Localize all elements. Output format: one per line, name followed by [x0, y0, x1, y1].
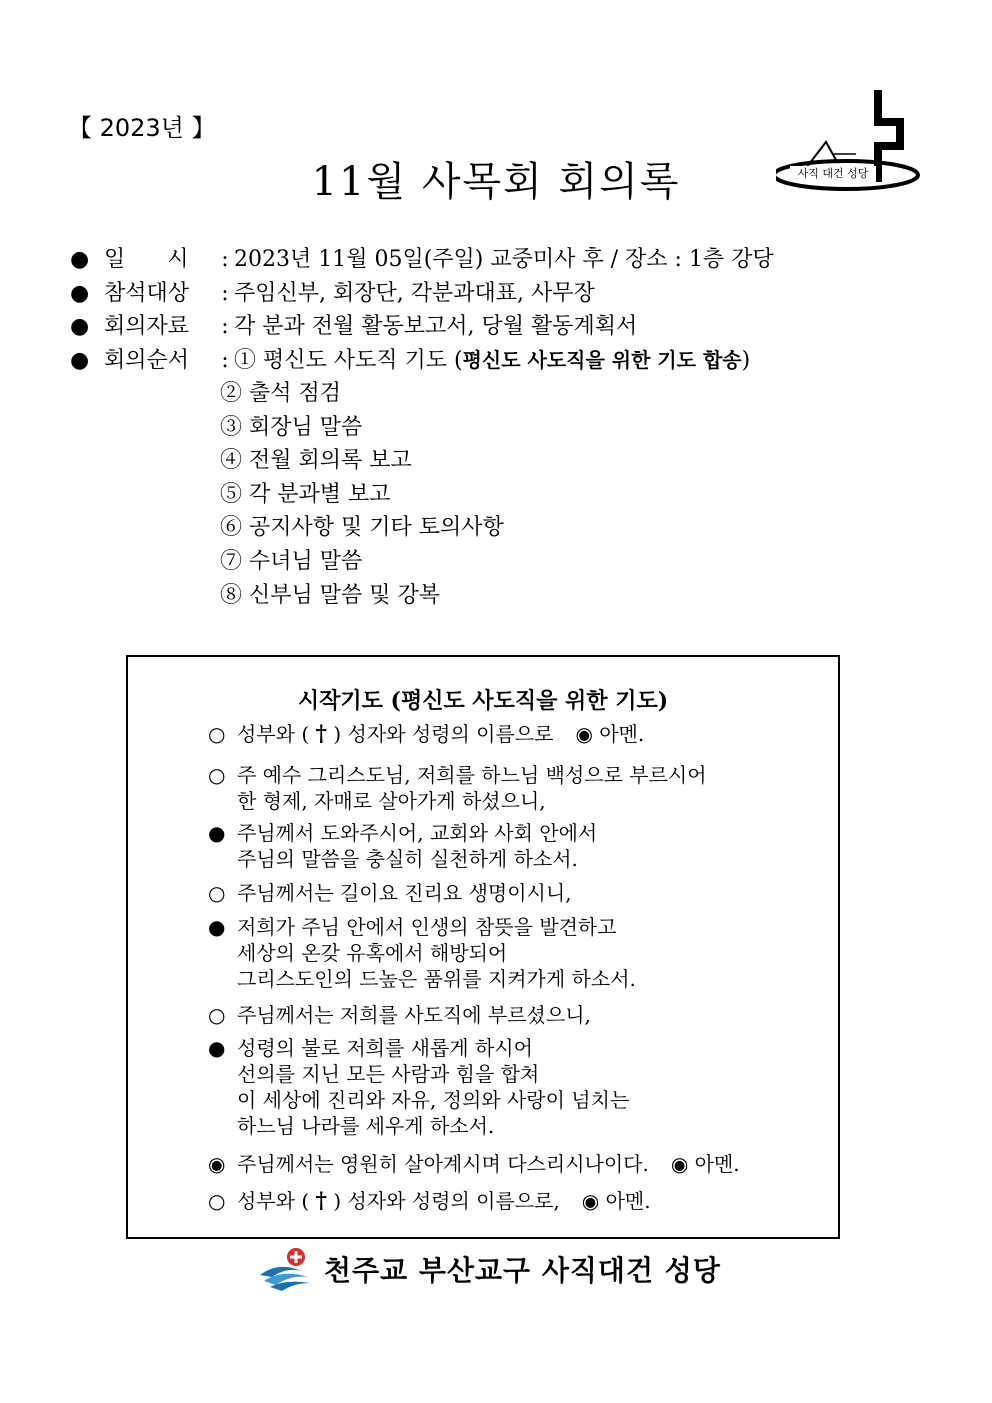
prayer-line: ● 저희가 주님 안에서 인생의 참뜻을 발견하고 [208, 915, 617, 939]
response-text: 아멘. [605, 1189, 651, 1213]
info-row-datetime [70, 243, 774, 277]
agenda-bold: 평신도 사도직을 위한 기도 합송 [462, 347, 742, 372]
prayer-line: ○ 주님께서는 길이요 진리요 생명이시니, [208, 881, 572, 905]
sign-of-cross-start: ○ 성부와 ( † ) 성자와 성령의 이름으로 ◉ 아멘. [208, 721, 645, 747]
page-title: 11월 사목회 회의록 [311, 159, 681, 205]
bullet-icon: ● [70, 347, 90, 373]
agenda-step: ⑤ 각 분과별 보고 [220, 481, 391, 507]
info-label: 회의자료 [104, 314, 190, 339]
response-text: 아멘. [694, 1152, 740, 1176]
prayer-line: ● 주님께서 도와주시어, 교회와 사회 안에서 [208, 821, 598, 845]
prayer-text [208, 721, 740, 1214]
prayer-line: 이 세상에 진리와 자유, 정의와 사랑이 넘치는 [237, 1088, 630, 1112]
prayer-line: 세상의 온갖 유혹에서 해방되어 [237, 941, 508, 965]
prayer-line: ○ 주님께서는 저희를 사도직에 부르셨으니, [208, 1003, 591, 1027]
info-value: ① 평신도 사도직 기도 (평신도 사도직을 위한 기도 합송) [234, 347, 751, 373]
footer [258, 1245, 721, 1293]
diocese-emblem-icon [258, 1245, 312, 1293]
logo-text: 사직 대건 성당 [797, 167, 869, 180]
circle-icon: ○ [208, 722, 226, 746]
response-icon: ◉ [581, 1189, 600, 1213]
response-icon: ◉ [575, 722, 593, 746]
prayer-line: 그리스도인의 드높은 품위를 지켜가게 하소서. [237, 967, 636, 991]
info-label: 참석대상 [104, 280, 190, 306]
footer-parish-name: 천주교 부산교구 사직대건 성당 [324, 1254, 721, 1287]
agenda-step: ② 출석 점검 [220, 381, 341, 406]
circle-icon: ○ [208, 1189, 226, 1213]
info-row-materials [70, 310, 774, 344]
sign-of-cross-end: ○ 성부와 ( † ) 성자와 성령의 이름으로, ◉ 아멘. [208, 1188, 651, 1214]
bullet-icon: ● [70, 314, 90, 339]
document-year: 【 2023년 】 [68, 114, 216, 142]
info-row-attendees [70, 277, 774, 311]
agenda-step: ⑧ 신부님 말씀 및 강복 [220, 582, 440, 608]
response-icon: ◉ [670, 1152, 689, 1176]
prayer-line: 하느님 나라를 세우게 하소서. [237, 1114, 495, 1138]
cross-icon: † [315, 1188, 327, 1214]
response-icon: ◉ [208, 1152, 226, 1176]
prayer-line: 주님의 말씀을 충실히 실천하게 하소서. [237, 847, 578, 871]
agenda-step: ④ 전월 회의록 보고 [220, 448, 412, 474]
info-value: 2023년 11월 05일(주일) 교중미사 후 / 장소 : 1층 강당 [234, 247, 774, 272]
bullet-icon: ● [70, 280, 90, 306]
info-separator: : [221, 347, 229, 373]
parish-logo [776, 88, 924, 198]
prayer-line: ○ 주 예수 그리스도님, 저희를 하느님 백성으로 부르시어 [208, 763, 707, 787]
prayer-line: 선의를 지닌 모든 사람과 힘을 합쳐 [237, 1062, 540, 1086]
info-value: 각 분과 전월 활동보고서, 당월 활동계획서 [234, 314, 638, 339]
info-label: 회의순서 [104, 347, 190, 373]
info-value: 주임신부, 회장단, 각분과대표, 사무장 [234, 280, 595, 306]
meeting-info [70, 243, 774, 377]
prayer-title: 시작기도 (평신도 사도직을 위한 기도) [297, 688, 669, 714]
response-text: 아멘. [599, 722, 645, 746]
info-label: 일 시 [104, 247, 189, 272]
agenda-step: ③ 회장님 말씀 [220, 414, 363, 440]
info-row-agenda [70, 344, 774, 378]
cross-icon: † [315, 721, 327, 747]
bullet-icon: ● [70, 247, 90, 272]
info-separator: : [221, 247, 229, 272]
prayer-line: 한 형제, 자매로 살아가게 하셨으니, [237, 789, 546, 813]
prayer-line: ● 성령의 불로 저희를 새롭게 하시어 [208, 1036, 533, 1060]
info-separator: : [221, 314, 229, 339]
info-separator: : [221, 280, 229, 306]
agenda-step: ⑥ 공지사항 및 기타 토의사항 [220, 515, 504, 541]
prayer-closing: ◉ 주님께서는 영원히 살아계시며 다스리시나이다. ◉ 아멘. [208, 1152, 740, 1176]
agenda-step: ⑦ 수녀님 말씀 [220, 548, 363, 574]
prayer-box [126, 655, 840, 1239]
agenda-steps [220, 377, 504, 612]
